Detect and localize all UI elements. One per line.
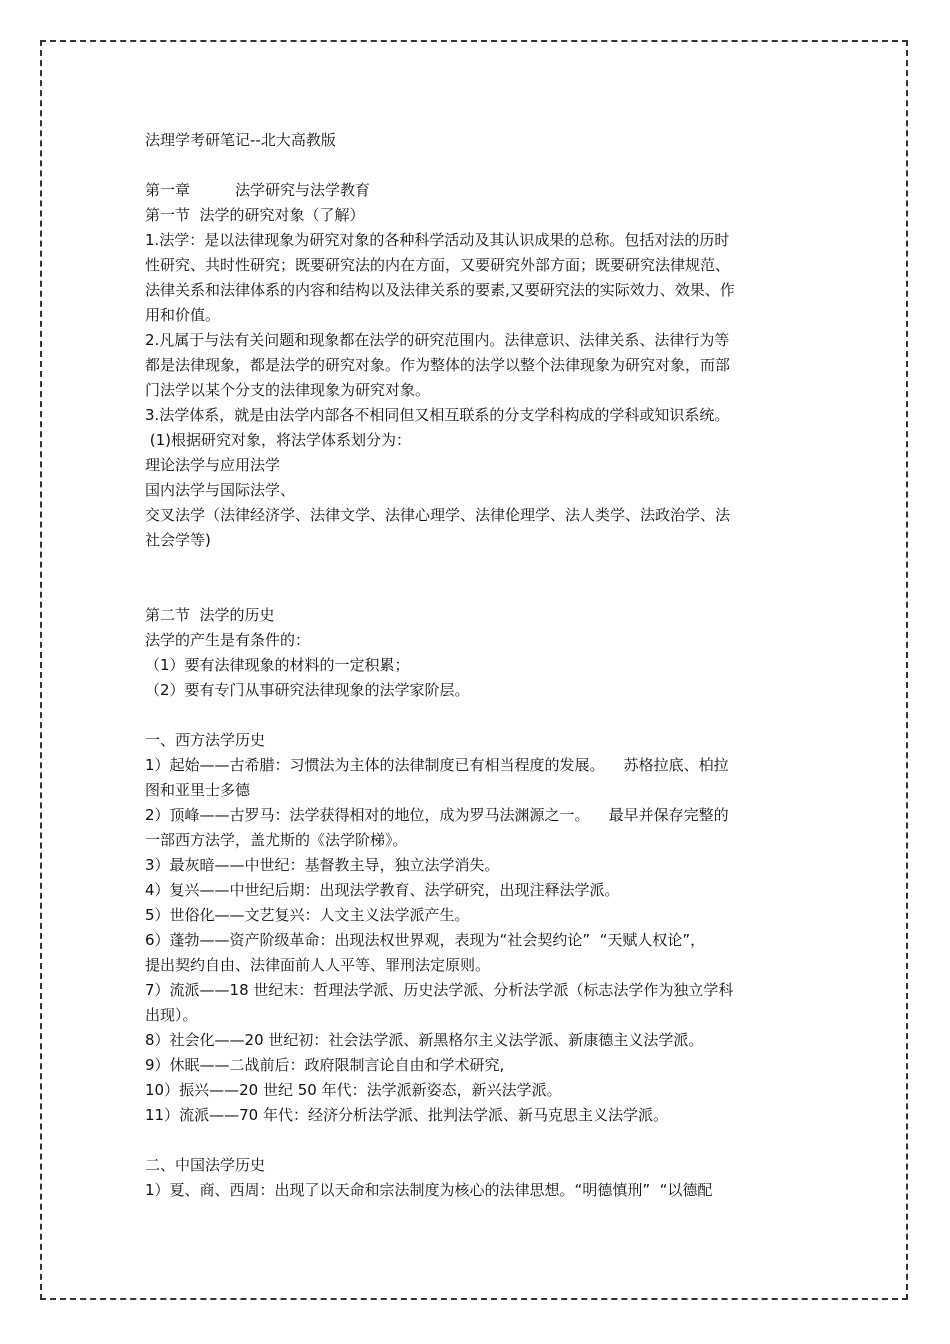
paragraph-line: 性研究、共时性研究；既要研究法的内在方面，又要研究外部方面；既要研究法律规范、 <box>145 256 731 274</box>
subsection-heading: 一、西方法学历史 <box>145 731 266 749</box>
document-title: 法理学考研笔记--北大高教版 <box>145 131 336 149</box>
list-item: 7）流派——18 世纪末：哲理法学派、历史法学派、分析法学派（标志法学作为独立学科 <box>145 981 734 999</box>
spacer <box>145 703 815 728</box>
paragraph-line: (1)根据研究对象，将法学体系划分为： <box>145 431 412 449</box>
paragraph-line: 2.凡属于与法有关问题和现象都在法学的研究范围内。法律意识、法律关系、法律行为等 <box>145 331 730 349</box>
list-item: 1）夏、商、西周：出现了以天命和宗法制度为核心的法律思想。“明德慎刑” “以德配 <box>145 1181 713 1199</box>
list-item: （2）要有专门从事研究法律现象的法学家阶层。 <box>145 681 470 699</box>
list-item: 4）复兴——中世纪后期：出现法学教育、法学研究，出现注释法学派。 <box>145 881 620 899</box>
spacer <box>145 1128 815 1153</box>
list-item: 9）休眠——二战前后：政府限制言论自由和学术研究, <box>145 1056 505 1074</box>
list-item: 8）社会化——20 世纪初：社会法学派、新黑格尔主义法学派、新康德主义法学派。 <box>145 1031 704 1049</box>
list-item: 提出契约自由、法律面前人人平等、罪刑法定原则。 <box>145 956 491 974</box>
paragraph-line: 门法学以某个分支的法律现象为研究对象。 <box>145 381 431 399</box>
paragraph-line: 1.法学：是以法律现象为研究对象的各种科学活动及其认识成果的总称。包括对法的历时 <box>145 231 730 249</box>
list-item: 交叉法学（法律经济学、法律文学、法律心理学、法律伦理学、法人类学、法政治学、法 <box>145 506 731 524</box>
list-item: 国内法学与国际法学、 <box>145 481 296 499</box>
list-item: 1）起始——古希腊：习惯法为主体的法律制度已有相当程度的发展。 苏格拉底、柏拉 <box>145 756 729 774</box>
document-body <box>145 128 815 1203</box>
section-heading: 第一节 法学的研究对象（了解） <box>145 206 365 224</box>
paragraph-line: 都是法律现象，都是法学的研究对象。作为整体的法学以整个法律现象为研究对象，而部 <box>145 356 731 374</box>
list-item: 理论法学与应用法学 <box>145 456 281 474</box>
list-item: 6）蓬勃——资产阶级革命：出现法权世界观，表现为“社会契约论” “天赋人权论”， <box>145 931 706 949</box>
list-item: 11）流派——70 年代：经济分析法学派、批判法学派、新马克思主义法学派。 <box>145 1106 668 1124</box>
list-item: 社会学等) <box>145 531 211 549</box>
subsection-heading: 二、中国法学历史 <box>145 1156 266 1174</box>
paragraph-line: 用和价值。 <box>145 306 221 324</box>
paragraph-line: 法律关系和法律体系的内容和结构以及法律关系的要素,又要研究法的实际效力、效果、作 <box>145 281 735 299</box>
paragraph-line: 3.法学体系，就是由法学内部各不相同但又相互联系的分支学科构成的学科或知识系统。 <box>145 406 730 424</box>
list-item: 2）顶峰——古罗马：法学获得相对的地位，成为罗马法渊源之一。 最早并保存完整的 <box>145 806 729 824</box>
list-item: 图和亚里士多德 <box>145 781 251 799</box>
list-item: 10）振兴——20 世纪 50 年代：法学派新姿态，新兴法学派。 <box>145 1081 562 1099</box>
spacer <box>145 553 815 603</box>
spacer <box>145 153 815 178</box>
list-item: 出现）。 <box>145 1006 198 1024</box>
list-item: 一部西方法学，盖尤斯的《法学阶梯》。 <box>145 831 408 849</box>
list-item: 5）世俗化——文艺复兴：人文主义法学派产生。 <box>145 906 470 924</box>
list-item: （1）要有法律现象的材料的一定积累； <box>145 656 410 674</box>
chapter-heading: 第一章 法学研究与法学教育 <box>145 181 371 199</box>
section-heading: 第二节 法学的历史 <box>145 606 275 624</box>
paragraph-line: 法学的产生是有条件的： <box>145 631 311 649</box>
list-item: 3）最灰暗——中世纪：基督教主导，独立法学消失。 <box>145 856 500 874</box>
